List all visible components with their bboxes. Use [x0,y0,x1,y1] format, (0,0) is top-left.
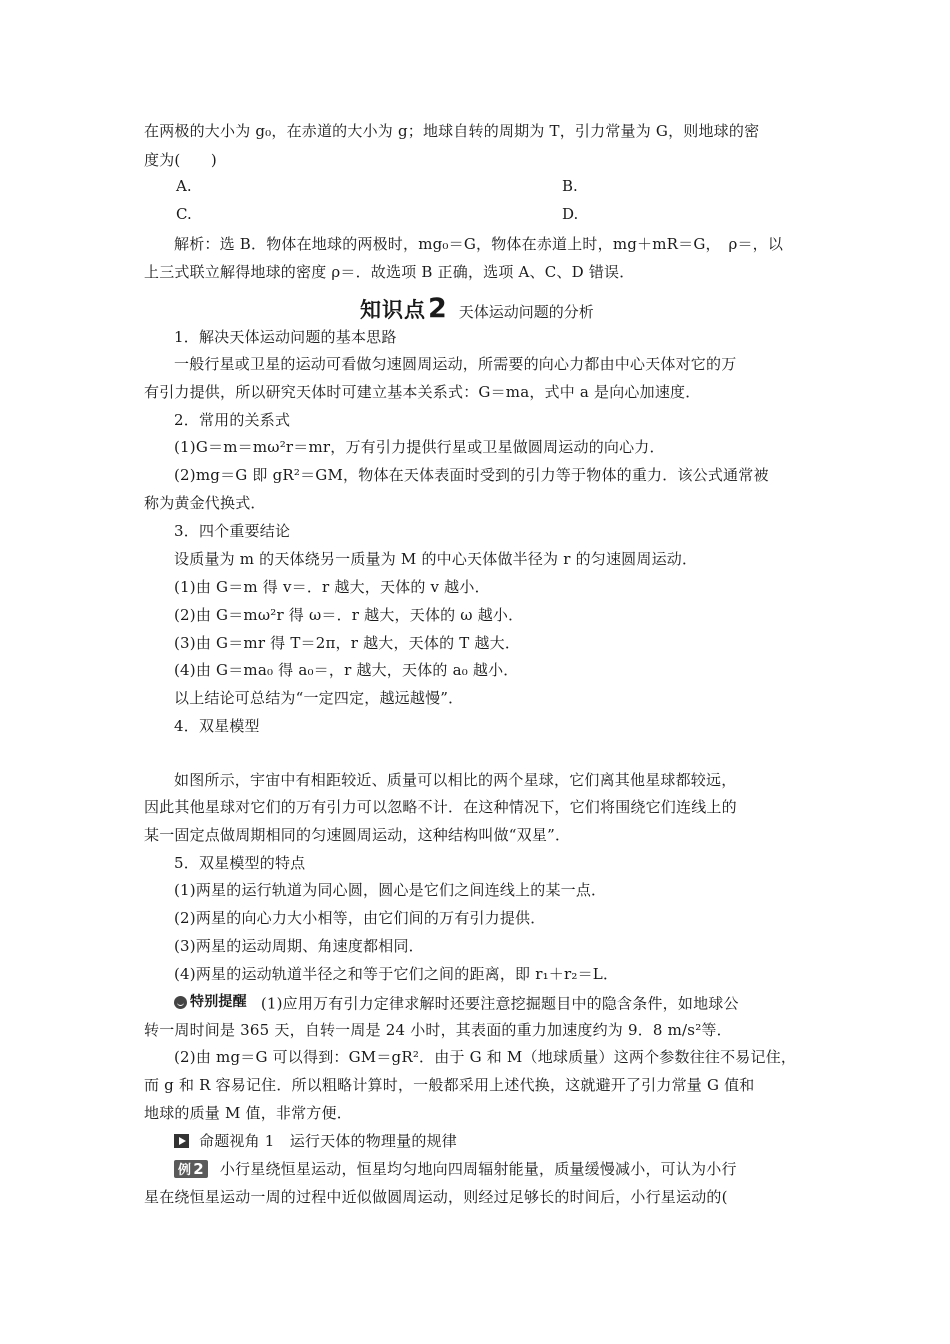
paragraph-line: 设质量为 m 的天体绕另一质量为 M 的中心天体做半径为 r 的匀速圆周运动． [174,550,698,568]
reminder-line: 转一周时间是 365 天，自转一周是 24 小时，其表面的重力加速度约为 9．8 m/s²等． [144,1021,732,1039]
paragraph-line: 以上结论可总结为“一定四定，越远越慢”． [174,689,464,707]
conclusion-line: (3)由 G＝mr 得 T＝2π，r 越大，天体的 T 越大． [174,634,521,652]
example-label: 例 [178,1163,192,1178]
paragraph-line: 如图所示，宇宙中有相距较近、质量可以相比的两个星球，它们离其他星球都较远， [174,771,737,789]
example-number: 2 [193,1160,204,1178]
paragraph-line: 某一固定点做周期相同的匀速圆周运动，这种结构叫做“双星”． [144,826,571,844]
formula-line: (2)mg＝G 即 gR²＝GM，物体在天体表面时受到的引力等于物体的重力．该公式通常被 [174,466,769,484]
analysis-line: 上三式联立解得地球的密度 ρ＝．故选项 B 正确，选项 A、C、D 错误． [144,263,635,281]
example-line: 星在绕恒星运动一周的过程中近似做圆周运动，则经过足够长的时间后，小行星运动的( [144,1188,728,1206]
option-c: C. [176,205,192,223]
section-number: 2 [428,293,447,324]
reminder-label: 特别提醒 [190,994,247,1010]
smiley-icon [174,996,187,1009]
perspective-heading [174,1131,808,1151]
subheading: 3．四个重要结论 [174,522,291,540]
perspective-title: 命题视角 1 运行天体的物理量的规律 [199,1132,457,1150]
paragraph-line: 有引力提供，所以研究天体时可建立基本关系式：G＝ma，式中 a 是向心加速度． [144,383,701,401]
subheading: 1．解决天体运动问题的基本思路 [174,328,397,346]
reminder-line: 而 g 和 R 容易记住．所以粗略计算时，一般都采用上述代换，这就避开了引力常量 G 值和 [144,1076,755,1094]
conclusion-line: (4)由 G＝ma₀ 得 a₀＝，r 越大，天体的 a₀ 越小． [174,661,519,679]
reminder-line [174,992,808,1014]
subheading: 2．常用的关系式 [174,411,291,429]
feature-line: (3)两星的运动周期、角速度都相同． [174,937,424,955]
analysis-line: 解析：选 B．物体在地球的两极时，mg₀＝G，物体在赤道上时，mg＋mR＝G， ρ＝，以 [174,235,784,253]
paragraph-line: 一般行星或卫星的运动可看做匀速圆周运动，所需要的向心力都由中心天体对它的万 [174,355,737,373]
section-title: 知识点 [360,298,426,322]
feature-line: (4)两星的运动轨道半径之和等于它们之间的距离，即 r₁＋r₂＝L． [174,965,619,983]
option-b: B. [562,177,578,195]
example-line [174,1159,808,1179]
example-badge [174,1160,208,1178]
conclusion-line: (2)由 G＝mω²r 得 ω＝．r 越大，天体的 ω 越小． [174,606,524,624]
feature-line: (2)两星的向心力大小相等，由它们间的万有引力提供． [174,909,546,927]
paragraph-line: 因此其他星球对它们的万有引力可以忽略不计．在这种情况下，它们将围绕它们连线上的 [144,798,737,816]
reminder-text: (1)应用万有引力定律求解时还要注意挖掘题目中的隐含条件，如地球公 [260,994,739,1013]
feature-line: (1)两星的运行轨道为同心圆，圆心是它们之间连线上的某一点． [174,881,607,899]
section-heading [360,293,594,323]
play-triangle-icon [174,1134,189,1148]
example-text: 小行星绕恒星运动，恒星均匀地向四周辐射能量，质量缓慢减小，可认为小行 [219,1160,737,1178]
option-d: D. [562,205,579,223]
conclusion-line: (1)由 G＝m 得 v＝．r 越大，天体的 v 越小． [174,578,490,596]
reminder-line: 地球的质量 M 值，非常方便． [144,1104,352,1122]
formula-line: 称为黄金代换式． [144,494,266,512]
formula-line: (1)G＝m＝mω²r＝mr，万有引力提供行星或卫星做圆周运动的向心力． [174,438,665,456]
subheading: 4．双星模型 [174,717,260,735]
reminder-badge [174,992,247,1012]
option-a: A. [176,177,192,195]
section-subtitle: 天体运动问题的分析 [458,303,594,321]
subheading: 5．双星模型的特点 [174,854,306,872]
reminder-line: (2)由 mg＝G 可以得到：GM＝gR²．由于 G 和 M（地球质量）这两个参数往往不易记住， [174,1048,797,1066]
question-text-line: 度为( ) [144,151,217,169]
question-text-line: 在两极的大小为 g₀，在赤道的大小为 g；地球自转的周期为 T，引力常量为 G，则地球的密 [144,122,760,140]
